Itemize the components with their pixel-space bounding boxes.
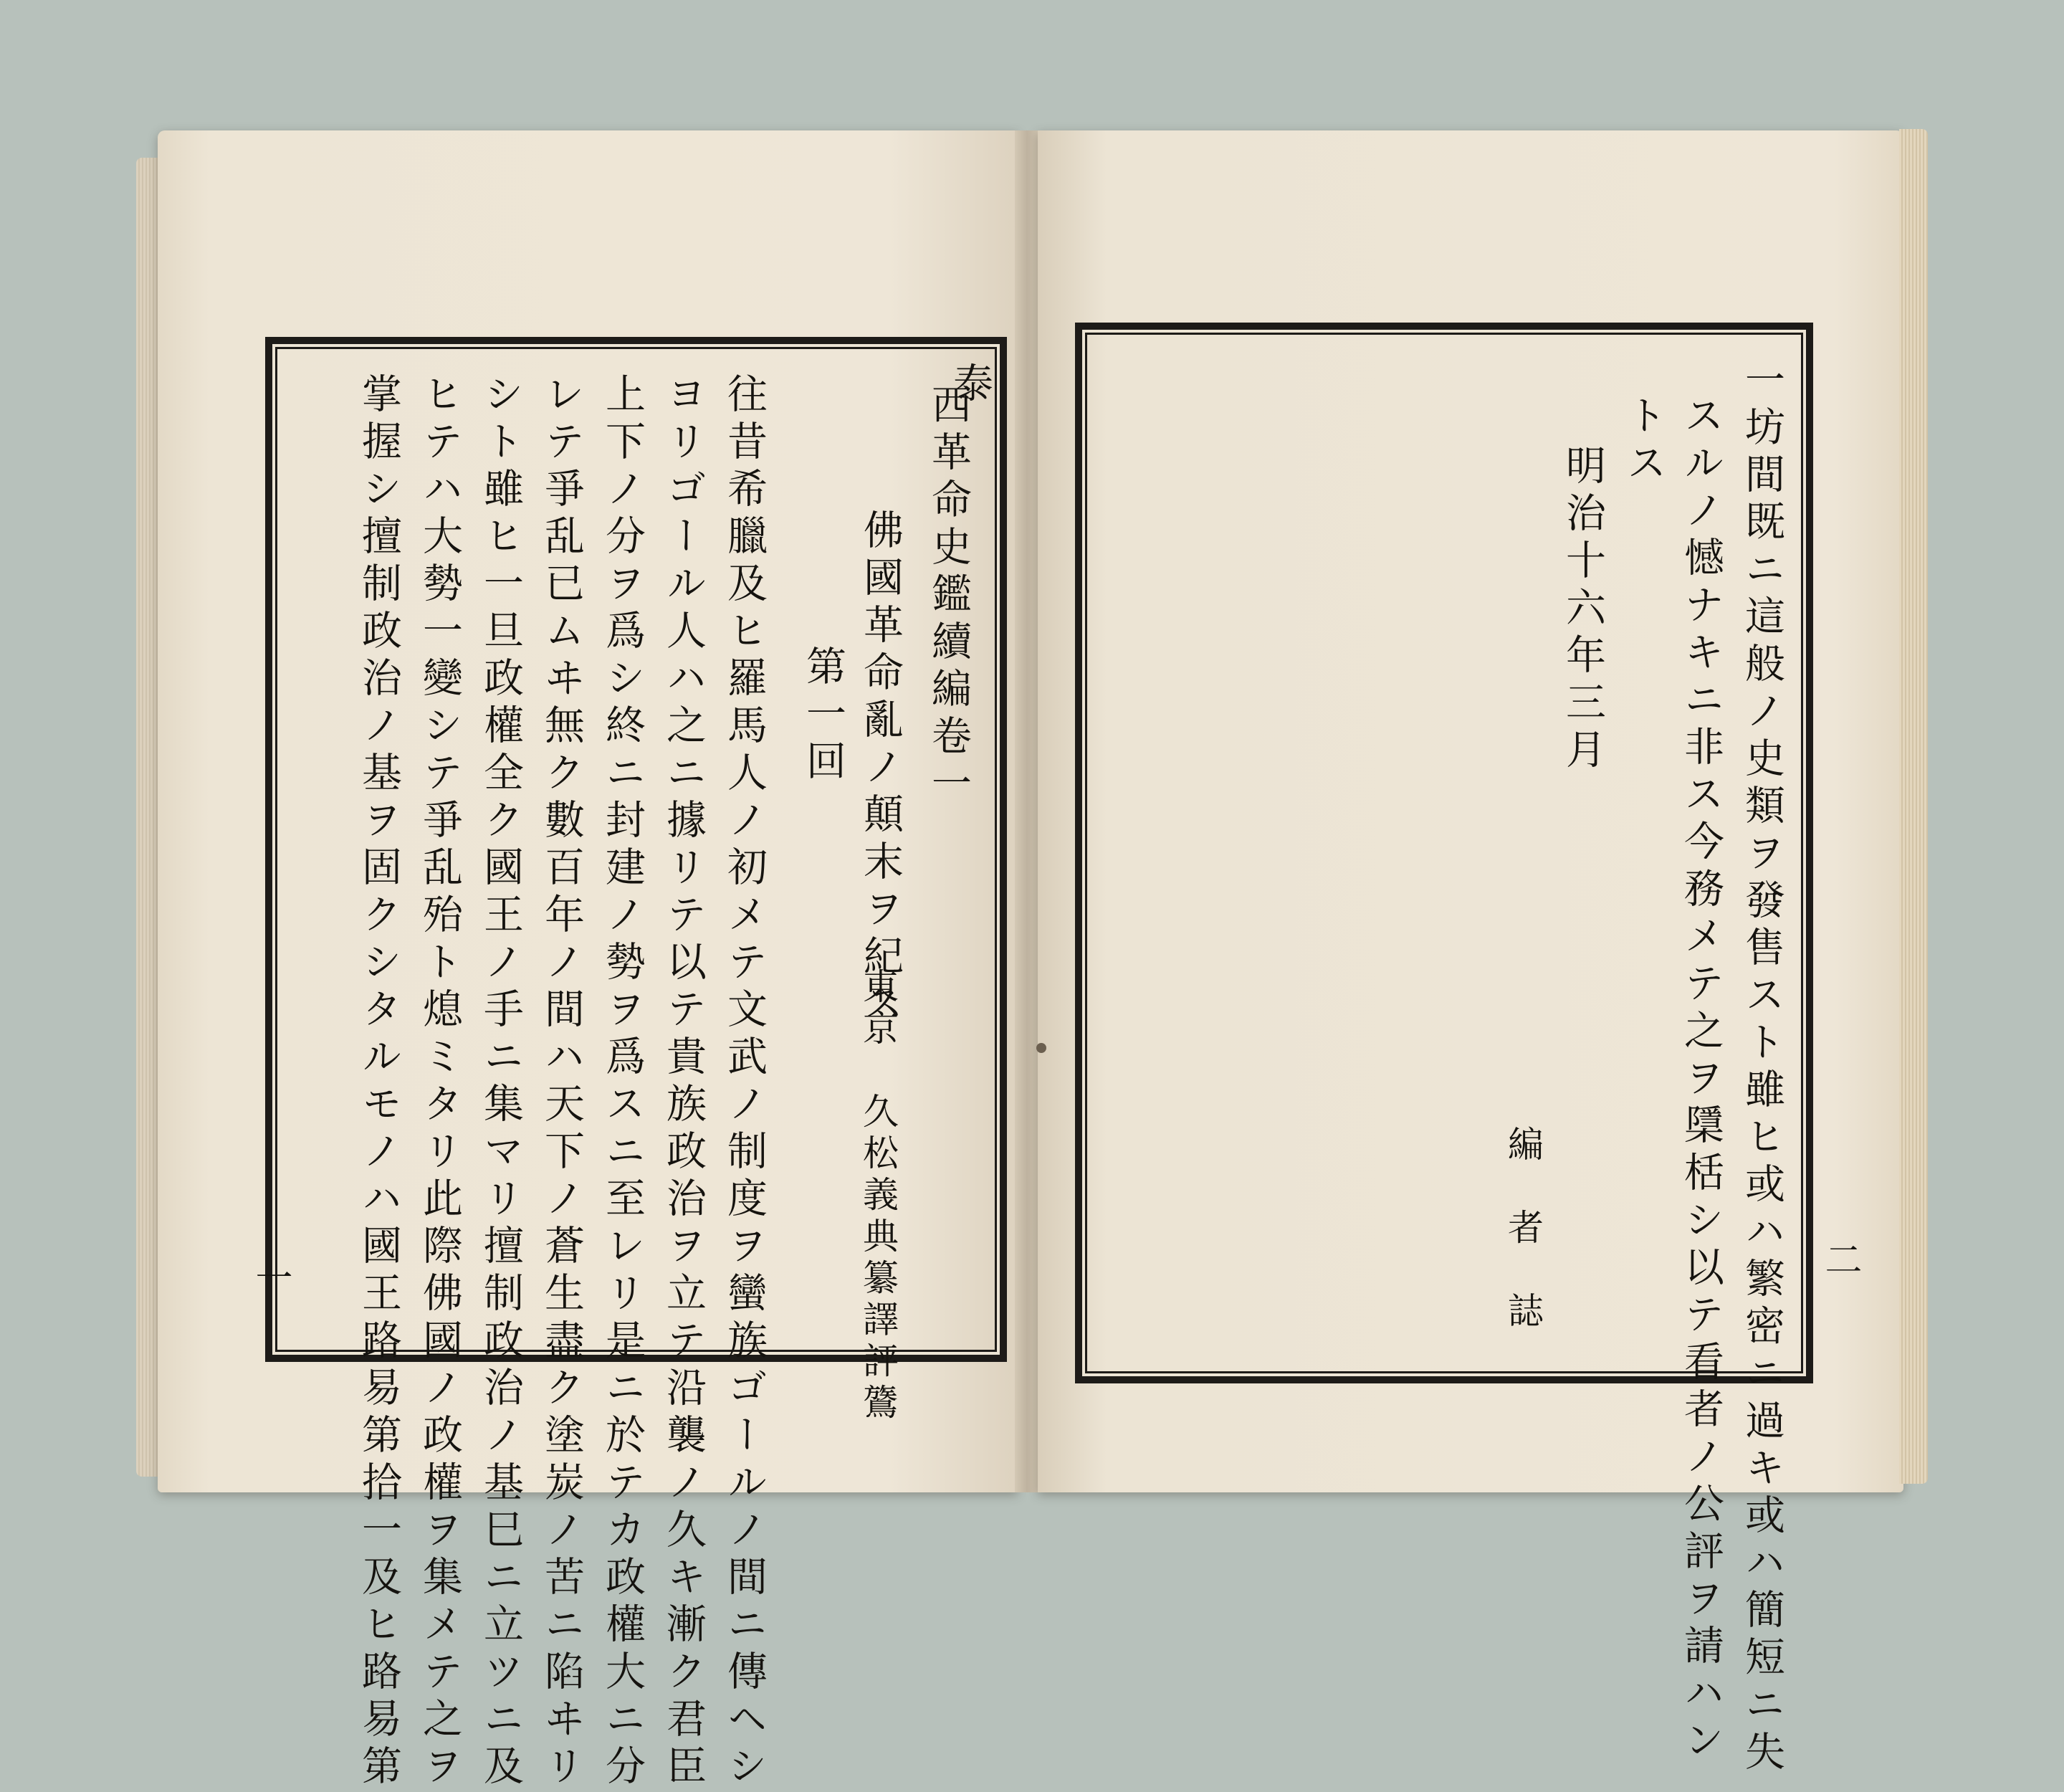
author-credit: 東京 久松義典纂譯評鷟 [857,968,899,1425]
preface-line: スルノ憾ナキニ非ス今務メテ之ヲ檃栝シ以テ看者ノ公評ヲ請ハン [1678,394,1724,1766]
preface-line: トス [1620,394,1667,489]
body-line: ヒテハ大勢一變シテ爭乱殆ト熄ミタリ此際佛國ノ政權ヲ集メテ之ヲ [416,373,463,1792]
body-line: 往昔希臘及ヒ羅馬人ノ初メテ文武ノ制度ヲ蠻族ゴールノ間ニ傳ヘシ [721,373,768,1792]
body-line: ヨリゴール人ハ之ニ據リテ以テ貴族政治ヲ立テ沿襲ノ久キ漸ク君臣 [660,373,707,1792]
title-line-2: 西革命史鑑續編卷一 [925,383,972,809]
preface-date: 明治十六年三月 [1559,444,1606,776]
title-line-1: 泰 [947,362,993,409]
preface-line: 一坊間既ニ這般ノ史類ヲ發售スト雖ヒ或ハ繁密ニ過キ或ハ簡短ニ失 [1739,358,1785,1778]
chapter-number: 第一回 [800,645,846,787]
preface-signature: 編 者 誌 [1502,1125,1544,1333]
body-line: 掌握シ擅制政治ノ基ヲ固クシタルモノハ國王路易第拾一及ヒ路易第 [355,373,402,1792]
binding-hole [1036,1043,1046,1053]
body-line: 上下ノ分ヲ爲シ終ニ封建ノ勢ヲ爲スニ至レリ是ニ於テカ政權大ニ分 [599,373,646,1792]
body-line: シト雖ヒ一旦政權全ク國王ノ手ニ集マリ擅制政治ノ基巳ニ立ツニ及 [477,373,524,1792]
chapter-subtitle: 佛國革命亂ノ顛末ヲ紀ス [857,509,904,1029]
page-number-right: 二 [1818,1240,1861,1277]
right-page-edges [1899,129,1928,1484]
left-page-edges [136,158,161,1477]
book-gutter [1015,130,1039,1492]
page-number-left: 一 [249,1258,292,1295]
open-book [136,122,1928,1792]
body-line: レテ爭乱已ムヰ無ク數百年ノ間ハ天下ノ蒼生盡ク塗炭ノ苦ニ陷ヰリ [538,373,585,1792]
